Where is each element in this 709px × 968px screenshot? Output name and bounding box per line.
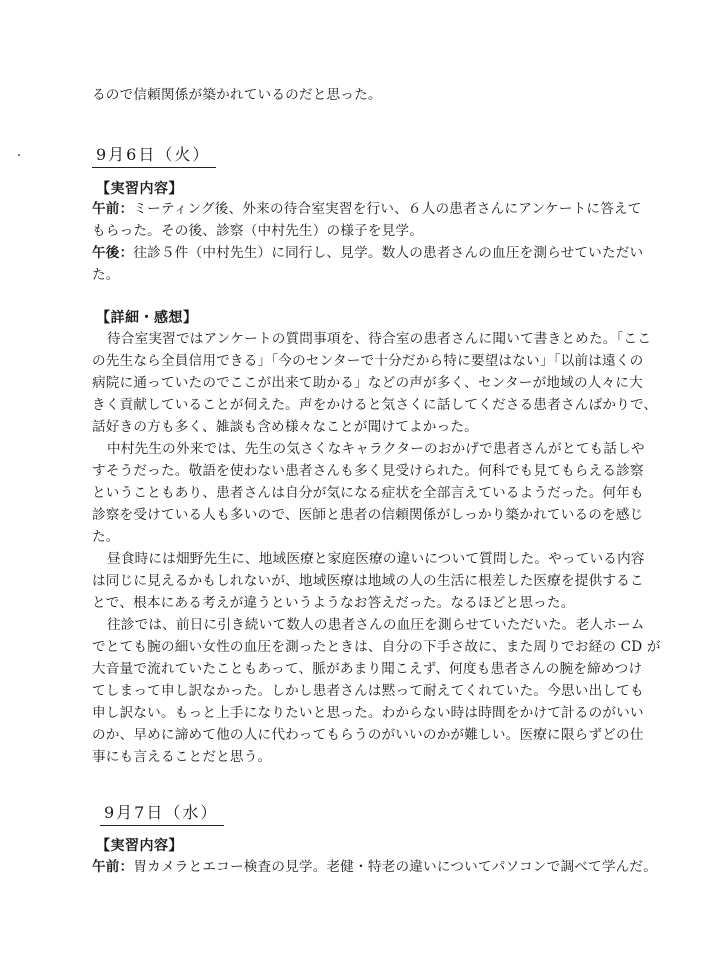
practice-heading-sep6: 【実習内容】 (96, 181, 183, 197)
details-heading-sep6: 【詳細・感想】 (96, 310, 198, 326)
details-p4-line-3: 大音量で流れていたこともあって、脈があまり聞こえず、何度も患者さんの腕を締めつけ (92, 661, 643, 677)
details-p1-line-3: 病院に通っていたのでここが出来て助かる」などの声が多く、センターが地域の人々に大 (92, 375, 643, 391)
details-p1-line-1: 待合室実習ではアンケートの質問事項を、待合室の患者さんに聞いて書きとめた。「ここ (107, 331, 652, 347)
details-p3-line-2: は同じに見えるかもしれないが、地域医療は地域の人の生活に根差した医療を提供するこ (92, 573, 644, 589)
details-p2-line-1: 中村先生の外来では、先生の気さくなキャラクターのおかげで患者さんがとても話しや (107, 441, 645, 457)
afternoon-line-2: た。 (92, 267, 120, 283)
date-heading-sep7: 9月7日（水） (100, 800, 224, 826)
afternoon-line-1 (92, 242, 643, 264)
details-p2-line-5: た。 (92, 529, 120, 545)
details-p3-line-1: 昼食時には畑野先生に、地域医療と家庭医療の違いについて質問した。やっている内容 (107, 551, 645, 567)
details-p2-line-3: ということもあり、患者さんは自分が気になる症状を全部言えているようだった。何年も (92, 485, 644, 501)
details-p4-line-7: 事にも言えることだと思う。 (92, 749, 272, 765)
sep7-morning-label: 午前： (92, 859, 134, 875)
morning-text: ミーティング後、外来の待合室実習を行い、６人の患者さんにアンケートに答えて (133, 201, 642, 217)
morning-label: 午前： (92, 201, 134, 217)
details-p3-line-3: とで、根本にある考えが違うというようなお答えだった。なるほどと思った。 (92, 595, 575, 611)
details-p2-line-2: すそうだった。敬語を使わない患者さんも多く見受けられた。何科でも見てもらえる診察 (92, 463, 644, 479)
carryover-text: るので信頼関係が築かれているのだと思った。 (92, 87, 382, 103)
sep7-morning-text: 胃カメラとエコー検査の見学。老健・特老の違いについてパソコンで調べて学んだ。 (133, 859, 658, 875)
details-p1-line-5: 話好きの方も多く、雑談も含め様々なことが聞けてよかった。 (92, 419, 478, 435)
sep7-morning-line-1 (92, 856, 657, 878)
details-p4-line-2: でとても腕の細い女性の血圧を測ったときは、自分の下手さ故に、また周りでお経の CD が (92, 639, 661, 655)
details-p4-line-5: 申し訳ない。もっと上手になりたいと思った。わからない時は時間をかけて計るのがいい (92, 705, 644, 721)
scan-speck (18, 154, 20, 156)
practice-heading-sep7: 【実習内容】 (96, 838, 183, 854)
morning-line-1 (92, 198, 642, 220)
details-p4-line-6: のか、早めに諦めて他の人に代わってもらうのがいいのかが難しい。医療に限らずどの仕 (92, 727, 644, 743)
details-p1-line-2: の先生なら全員信用できる」「今のセンターで十分だから特に要望はない」「以前は遠くの (92, 353, 644, 369)
details-p1-line-4: きく貢献していることが伺えた。声をかけると気さくに話してくださる患者さんばかりで、 (92, 397, 658, 413)
details-p4-line-1: 往診では、前日に引き続いて数人の患者さんの血圧を測らせていただいた。老人ホーム (107, 617, 645, 633)
afternoon-text: 往診５件（中村先生）に同行し、見学。数人の患者さんの血圧を測らせていただい (133, 245, 644, 261)
date-heading-sep6: 9月6日（火） (92, 142, 216, 168)
afternoon-label: 午後： (92, 245, 134, 261)
details-p4-line-4: てしまって申し訳なかった。しかし患者さんは黙って耐えてくれていた。今思い出しても (92, 683, 644, 699)
morning-line-2: もらった。その後、診察（中村先生）の様子を見学。 (92, 223, 424, 239)
details-p2-line-4: 診察を受けている人も多いので、医師と患者の信頼関係がしっかり築かれているのを感じ (92, 507, 644, 523)
